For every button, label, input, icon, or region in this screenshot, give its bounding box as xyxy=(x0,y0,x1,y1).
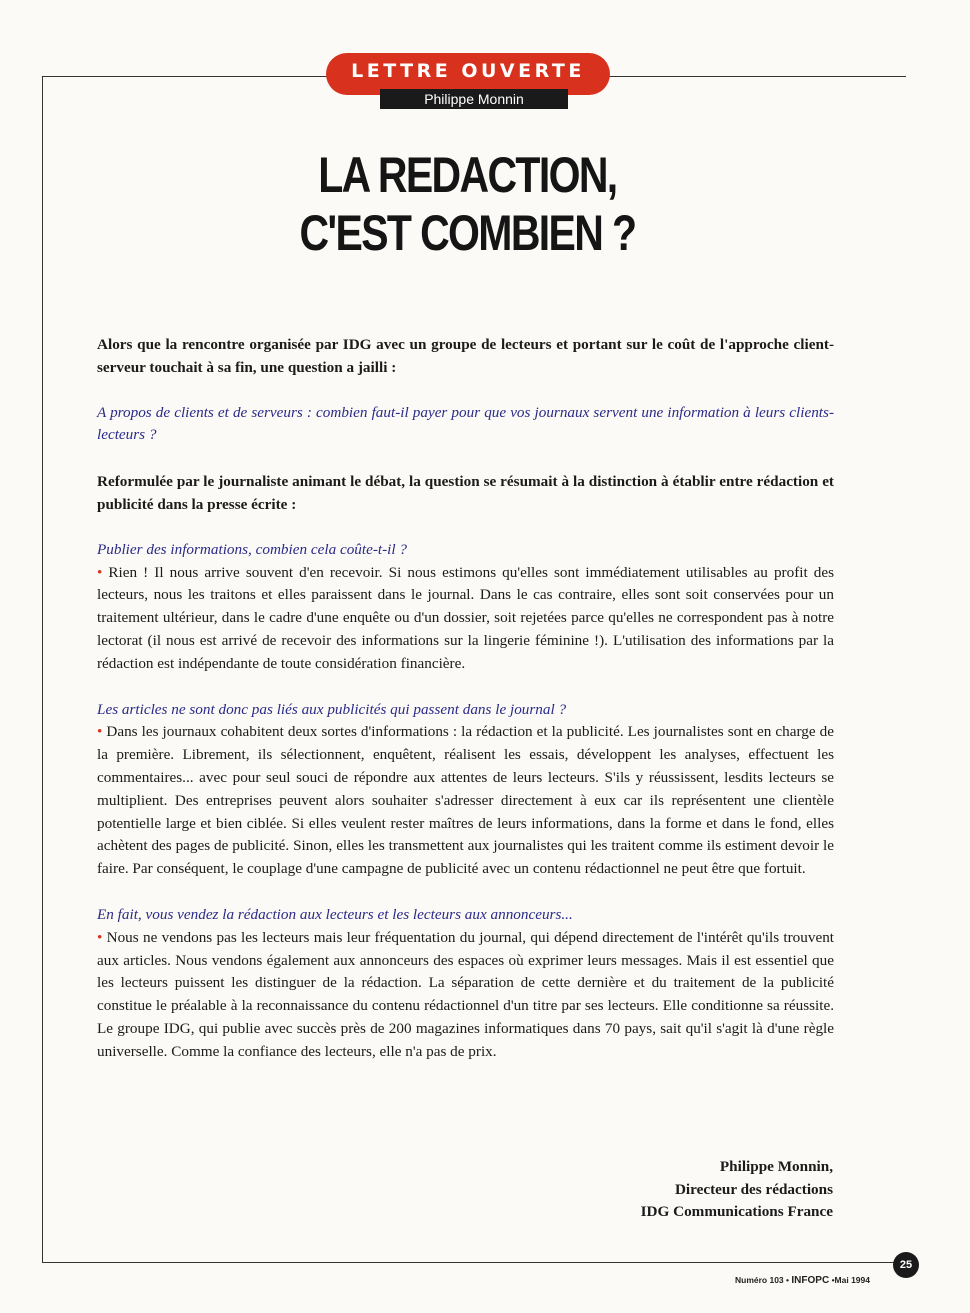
bullet-icon: • xyxy=(97,928,103,946)
article-body xyxy=(97,334,834,1087)
footer-magazine: INFOPC xyxy=(791,1275,830,1286)
bullet-icon: • xyxy=(97,563,103,581)
signature-company: IDG Communications France xyxy=(640,1203,833,1220)
frame-top-right-rule xyxy=(606,76,906,77)
bullet-icon: • xyxy=(97,723,103,741)
qa-answer-text: Dans les journaux cohabitent deux sortes d'informations : la rédaction et la publicité. Les journalistes sont en charge de la première. Librement, ils sélectionnent, enquêtent, réalisent les essais, développent les analyses, effectuent les commentaires... avec pour seul souci de répondre aux attentes de leurs lecteurs. S'ils y réussissent, lesdits lecteurs se multiplient. Des entreprises peuvent alors souhaiter s'adresser directement à eux car ils représentent une clientèle potentielle large et bien ciblée. Si elles veulent rester maîtres de leurs informations, dans la forme et dans le fond, elles achètent des pages de publicité. Sinon, elles les transmettent aux journalistes qui les traitent comme ils estiment devoir le faire. Par conséquent, le couplage d'une campagne de publicité avec un contenu rédactionnel ne peut être que fortuit. xyxy=(97,723,834,878)
article-title-line-1: LA REDACTION, xyxy=(318,147,617,203)
section-banner-label: LETTRE OUVERTE xyxy=(351,60,585,82)
article-title-line-2: C'EST COMBIEN ? xyxy=(299,205,636,261)
article-intro: Alors que la rencontre organisée par IDG avec un groupe de lecteurs et portant sur le coût de l'approche client-serveur touchait à sa fin, une question a jailli : xyxy=(97,336,834,376)
qa-question: En fait, vous vendez la rédaction aux lecteurs et les lecteurs aux annonceurs... xyxy=(97,905,573,923)
article-reformulation: Reformulée par le journaliste animant le débat, la question se résumait à la distinction à établir entre rédaction et publicité dans la presse écrite : xyxy=(97,473,834,513)
frame-bottom-rule xyxy=(42,1262,894,1263)
qa-block-1 xyxy=(97,539,834,676)
footer-date: Mai 1994 xyxy=(834,1275,870,1285)
signature-role: Directeur des rédactions xyxy=(674,1180,833,1198)
article-title xyxy=(84,146,851,262)
author-tag: Philippe Monnin xyxy=(380,89,568,109)
page-footer xyxy=(700,1275,870,1286)
qa-block-3 xyxy=(97,904,834,1064)
page-number-badge: 25 xyxy=(893,1252,919,1278)
qa-block-2 xyxy=(97,699,834,881)
qa-question: Les articles ne sont donc pas liés aux publicités qui passent dans le journal ? xyxy=(97,700,567,718)
qa-answer xyxy=(97,562,834,676)
qa-question: Publier des informations, combien cela coûte-t-il ? xyxy=(97,540,408,558)
qa-answer xyxy=(97,927,834,1064)
signature-block xyxy=(560,1156,833,1224)
frame-top-left-rule xyxy=(42,76,332,77)
frame-left-rule xyxy=(42,76,43,1262)
footer-separator: • xyxy=(831,1275,835,1285)
qa-answer-text: Rien ! Il nous arrive souvent d'en recevoir. Si nous estimons qu'elles sont immédiatement utilisables au profit des lecteurs, nous les traitons et elles paraissent dans le journal. Dans le cas contraire, elles sont soit conservées pour un traitement ultérieur, dans le cadre d'une enquête ou d'un dossier, soit rejetées parce qu'elles ne correspondent pas à notre lectorat (il nous est arrivé de recevoir des informations sur la lingerie féminine !). L'utilisation des informations par la rédaction est indépendante de toute considération financière. xyxy=(97,563,834,672)
footer-separator: • xyxy=(786,1275,790,1285)
qa-answer xyxy=(97,721,834,881)
footer-issue: Numéro 103 xyxy=(735,1275,784,1285)
signature-name: Philippe Monnin, xyxy=(719,1158,833,1175)
reader-quote: A propos de clients et de serveurs : combien faut-il payer pour que vos journaux servent une information à leurs clients-lecteurs ? xyxy=(97,403,834,444)
qa-answer-text: Nous ne vendons pas les lecteurs mais leur fréquentation du journal, qui dépend directement de l'intérêt qu'ils trouvent aux articles. Nous vendons également aux annonceurs des espaces où exprimer leurs messages. Mais il est essentiel que les lecteurs puissent les distinguer de la rédaction. La séparation de cette dernière et du traitement de la publicité constitue le préalable à la reconnaissance du contenu rédactionnel d'un titre par ses lecteurs. Elle conditionne sa réussite. Le groupe IDG, qui publie avec succès près de 200 magazines informatiques dans 70 pays, sait qu'il s'agit là d'une règle universelle. Comme la confiance des lecteurs, elle n'a pas de prix. xyxy=(97,928,835,1060)
